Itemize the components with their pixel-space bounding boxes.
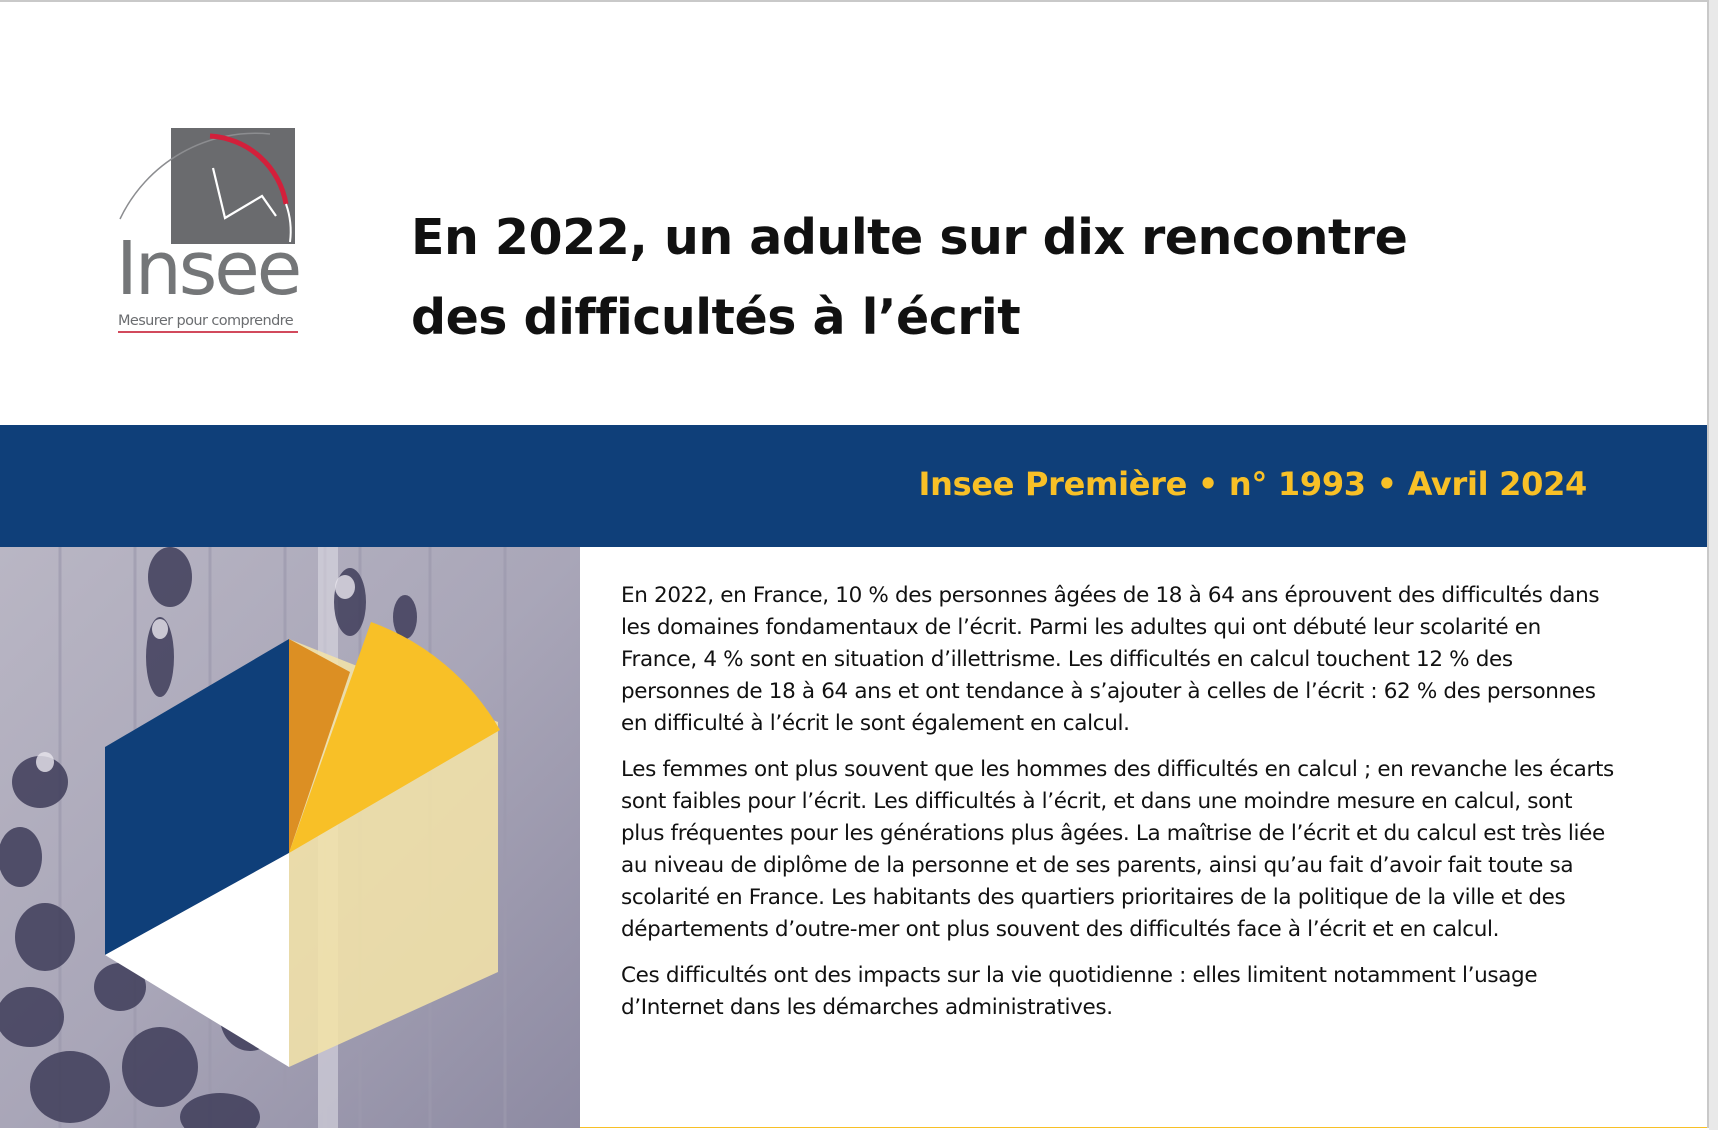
yellow-divider	[580, 1127, 1707, 1128]
title-line-1: En 2022, un adulte sur dix rencontre	[411, 209, 1408, 266]
insee-logo	[110, 124, 310, 354]
publication-band	[0, 425, 1707, 547]
publication-reference: Insee Première • n° 1993 • Avril 2024	[918, 465, 1587, 503]
abstract-paragraph: En 2022, en France, 10 % des personnes âgées de 18 à 64 ans éprouvent des difficultés dans les domaines fondamentaux de l’écrit. Parmi les adultes qui ont débuté leur scolarité en France, 4 % sont en situation d’illettrisme. Les difficultés en calcul touchent 12 % des personnes de 18 à 64 ans et ont tendance à s’ajouter à celles de l’écrit : 62 % des personnes en difficulté à l’écrit le sont également en calcul.	[621, 583, 1600, 736]
abstract	[621, 580, 1621, 1038]
logo-tagline: Mesurer pour comprendre	[118, 313, 298, 333]
abstract-paragraph: Ces difficultés ont des impacts sur la vie quotidienne : elles limitent notamment l’usage d’Internet dans les démarches administratives.	[621, 963, 1538, 1020]
abstract-paragraph: Les femmes ont plus souvent que les hommes des difficultés en calcul ; en revanche les écarts sont faibles pour l’écrit. Les difficultés à l’écrit, et dans une moindre mesure en calcul, sont plus fréquentes pour les générations plus âgées. La maîtrise de l’écrit et du calcul est très liée au niveau de diplôme de la personne et de ses parents, ainsi qu’au fait d’avoir fait toute sa scolarité en France. Les habitants des quartiers prioritaires de la politique de la ville et des départements d’outre-mer ont plus souvent des difficultés face à l’écrit et en calcul.	[621, 757, 1614, 942]
logo-wordmark: Insee	[116, 226, 300, 312]
viewer-edge	[1709, 0, 1718, 1130]
page-title	[411, 198, 1561, 358]
cover-illustration	[0, 547, 580, 1128]
title-line-2: des difficultés à l’écrit	[411, 289, 1021, 346]
crowd-photo-icon	[0, 547, 580, 1128]
